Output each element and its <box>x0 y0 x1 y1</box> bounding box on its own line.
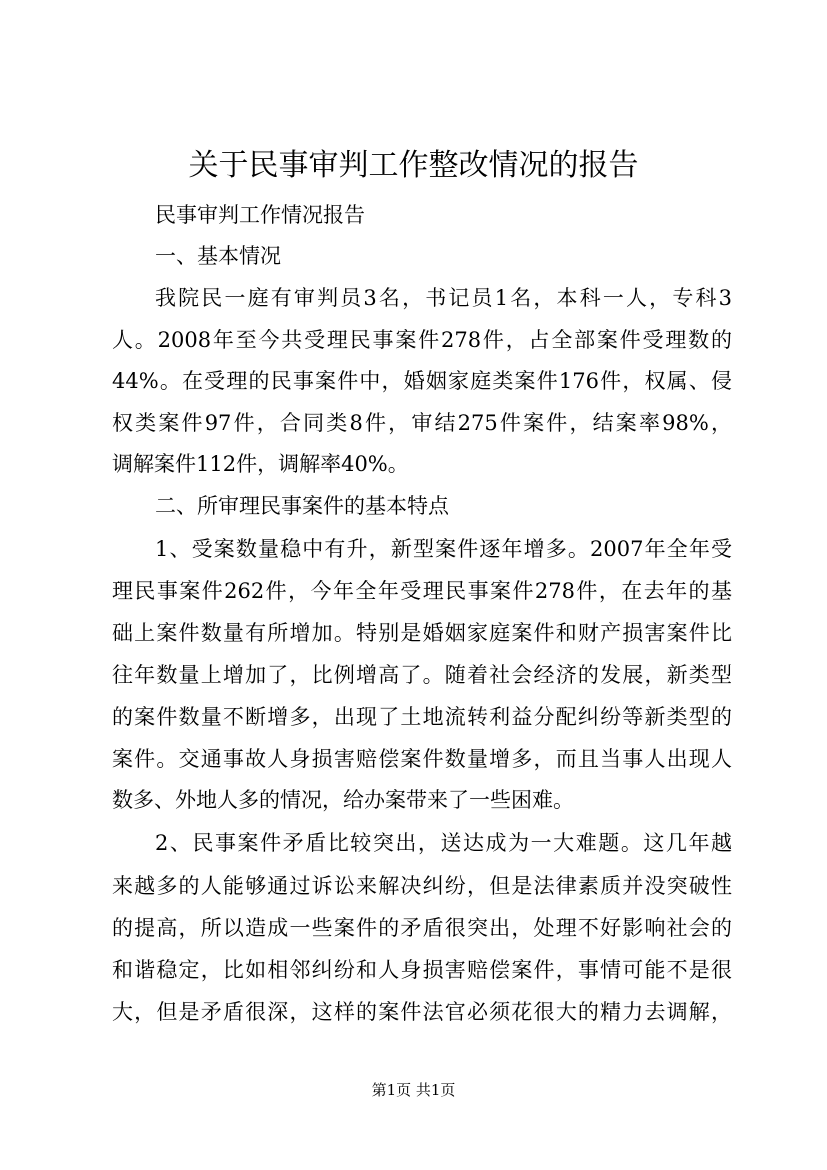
paragraph-line: 来越多的人能够通过诉讼来解决纠纷，但是法律素质并没突破性 <box>112 874 732 898</box>
paragraph-line: 人。2008年至今共受理民事案件278件，占全部案件受理数的 <box>112 328 732 352</box>
paragraph-line: 案件。交通事故人身损害赔偿案件数量增多，而且当事人出现人 <box>112 747 732 771</box>
section-heading-case-features: 二、所审理民事案件的基本特点 <box>155 494 449 518</box>
paragraph-line: 调解案件112件，调解率40%。 <box>112 452 409 476</box>
paragraph-line: 的提高，所以造成一些案件的矛盾很突出，处理不好影响社会的 <box>112 916 732 940</box>
section-heading-basic-situation: 一、基本情况 <box>155 244 281 268</box>
paragraph-line: 我院民一庭有审判员3名，书记员1名，本科一人，专科3 <box>155 286 732 310</box>
paragraph-line: 的案件数量不断增多，出现了土地流转利益分配纠纷等新类型的 <box>112 705 732 729</box>
paragraph-line: 理民事案件262件，今年全年受理民事案件278件，在去年的基 <box>112 579 732 603</box>
paragraph-line: 础上案件数量有所增加。特别是婚姻家庭案件和财产损害案件比 <box>112 621 732 645</box>
paragraph-line: 1、受案数量稳中有升，新型案件逐年增多。2007年全年受 <box>155 537 732 561</box>
paragraph-line: 往年数量上增加了，比例增高了。随着社会经济的发展，新类型 <box>112 663 732 687</box>
paragraph-line: 大，但是矛盾很深，这样的案件法官必须花很大的精力去调解， <box>112 1000 732 1024</box>
paragraph-line: 数多、外地人多的情况，给办案带来了一些困难。 <box>112 788 574 812</box>
document-subtitle: 民事审判工作情况报告 <box>155 203 365 227</box>
page-footer: 第1页 共1页 <box>371 1081 456 1099</box>
paragraph-line: 2、民事案件矛盾比较突出，送达成为一大难题。这几年越 <box>155 831 732 855</box>
paragraph-line: 44%。在受理的民事案件中，婚姻家庭类案件176件，权属、侵 <box>112 369 732 393</box>
document-title: 关于民事审判工作整改情况的报告 <box>188 148 639 183</box>
paragraph-line: 权类案件97件，合同类8件，审结275件案件，结案率98%， <box>112 411 732 435</box>
paragraph-line: 和谐稳定，比如相邻纠纷和人身损害赔偿案件，事情可能不是很 <box>112 958 732 982</box>
